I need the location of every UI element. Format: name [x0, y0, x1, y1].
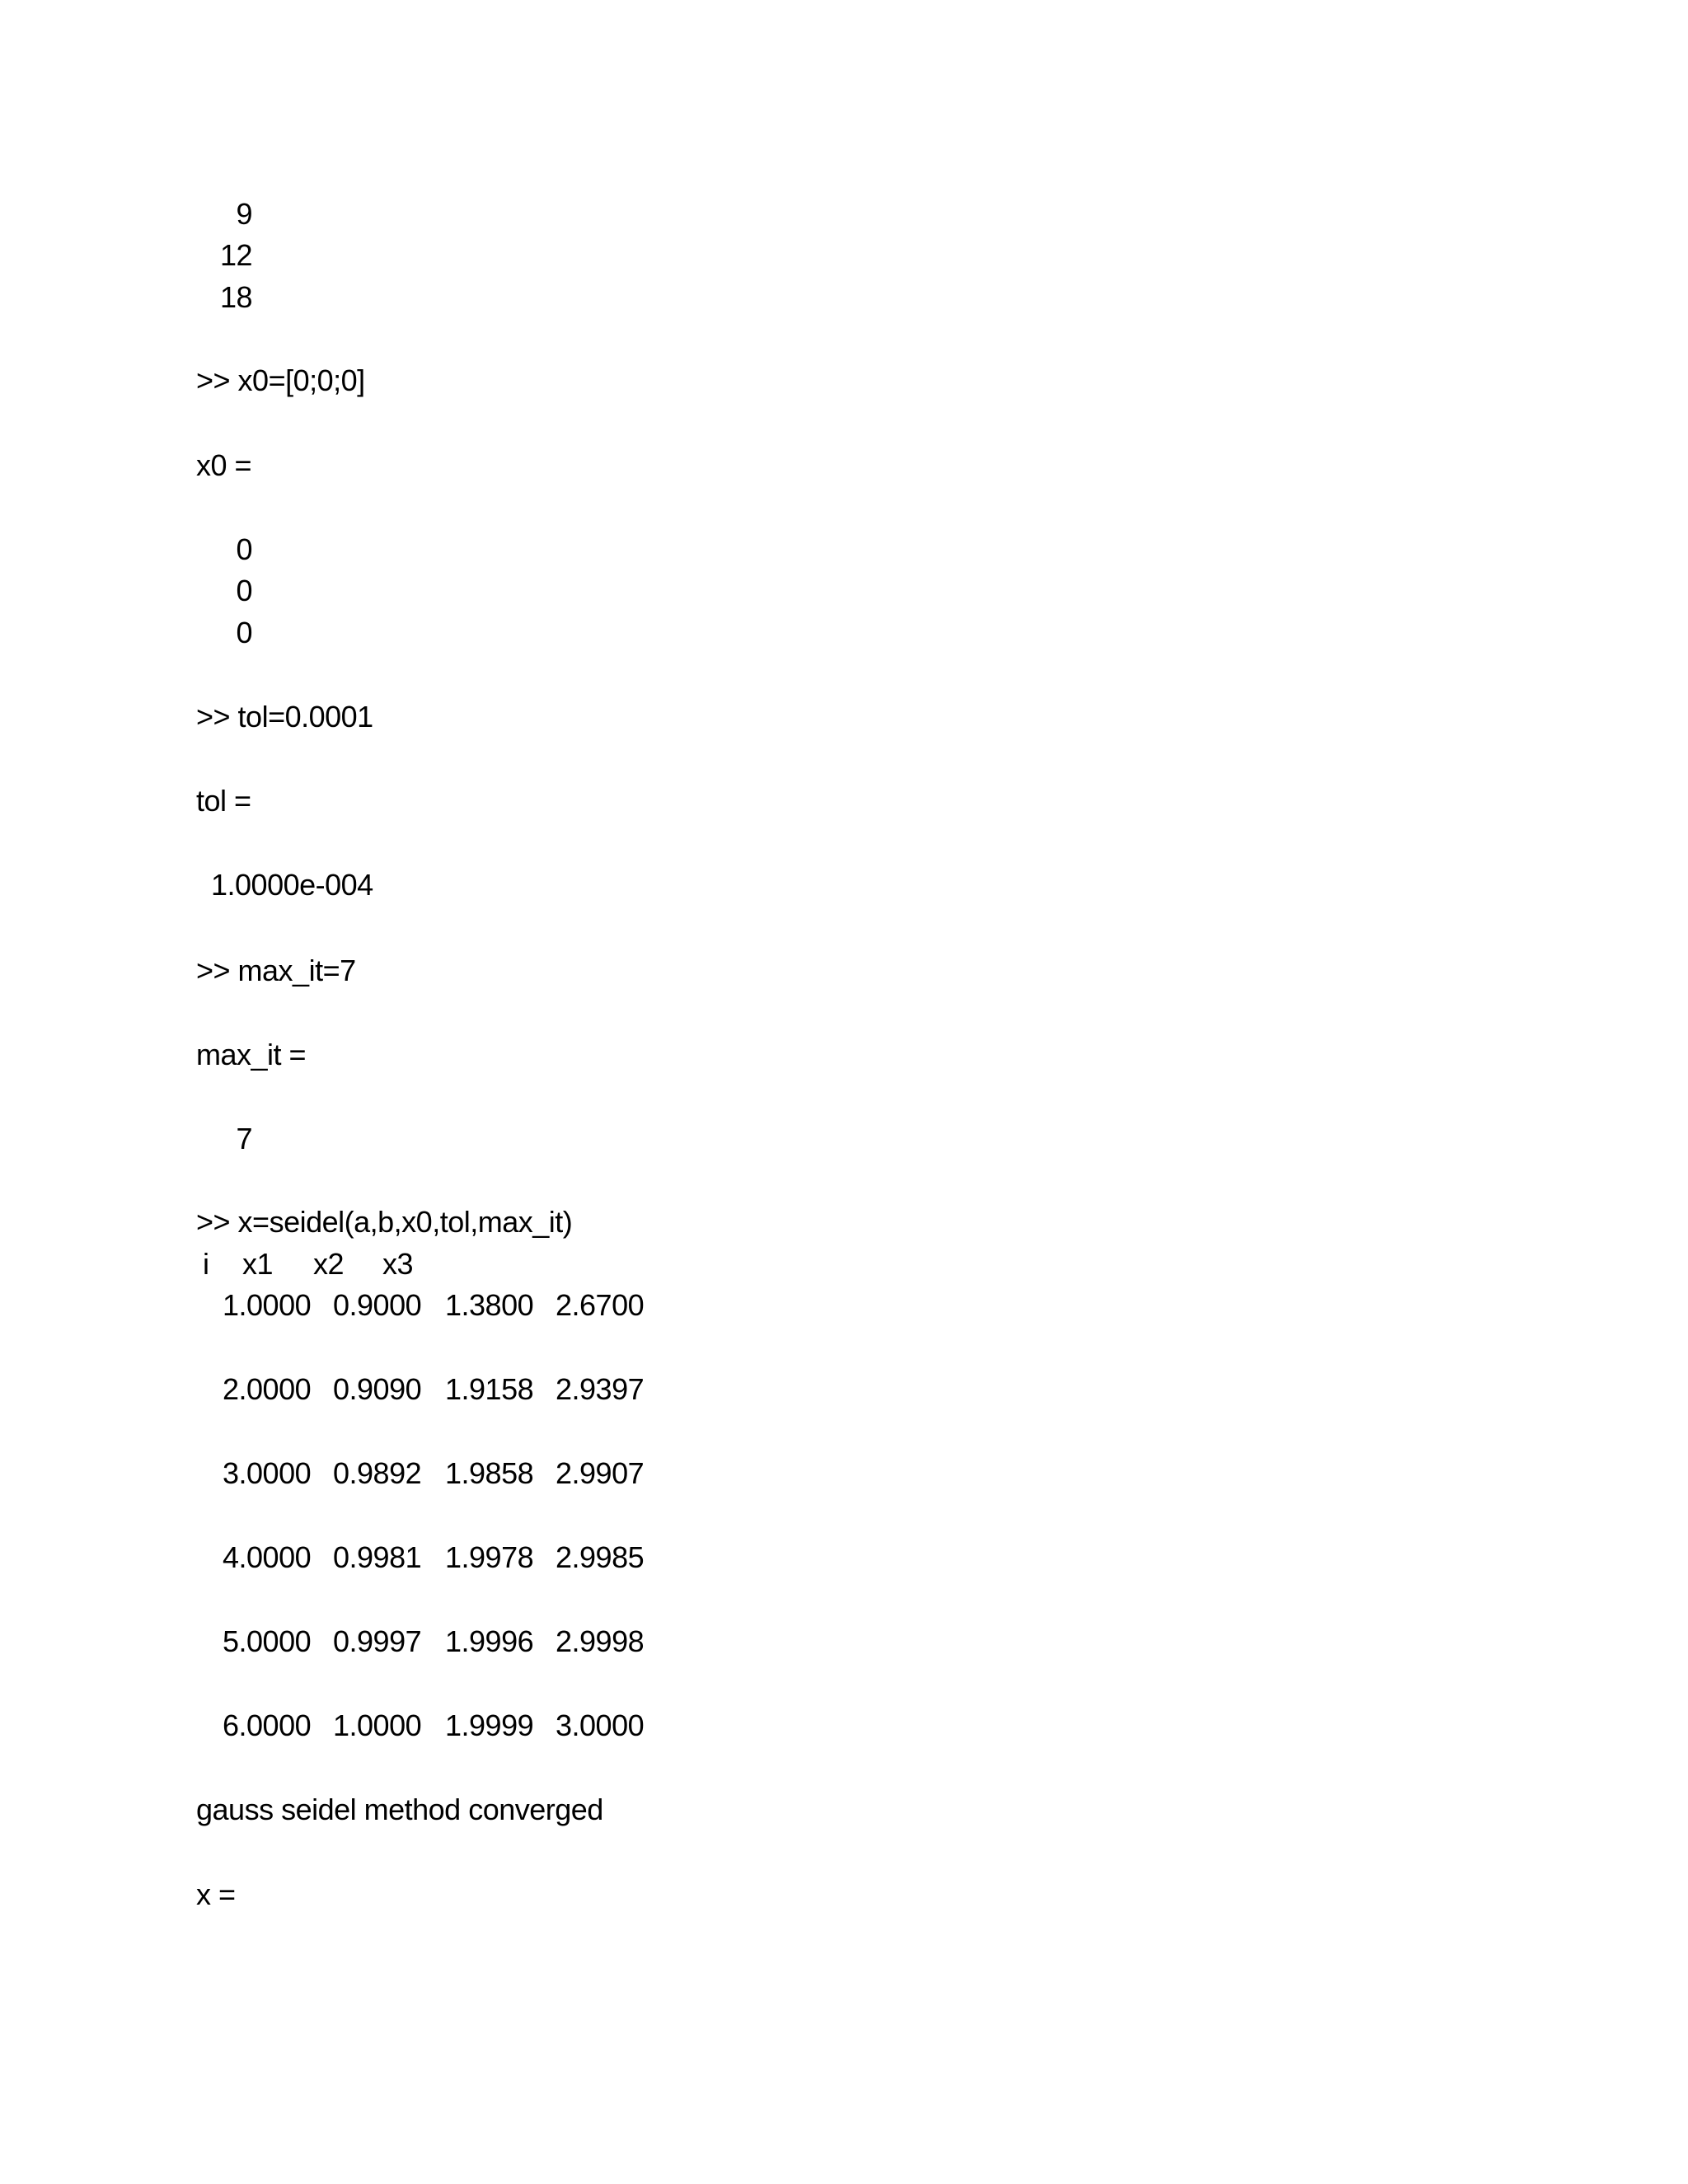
table-cell: 1.0000: [333, 1708, 422, 1742]
x0-value: 0: [236, 532, 252, 566]
command-max-it: >> max_it=7: [196, 954, 356, 987]
table-cell: 0.9981: [333, 1540, 422, 1574]
command-x0: >> x0=[0;0;0]: [196, 363, 365, 397]
table-cell: 0.9000: [333, 1288, 422, 1322]
table-cell: 2.9998: [556, 1624, 645, 1658]
command-seidel: >> x=seidel(a,b,x0,tol,max_it): [196, 1205, 573, 1239]
table-cell: 1.9996: [445, 1624, 534, 1658]
x0-label: x0 =: [196, 448, 252, 482]
table-cell: 0.9997: [333, 1624, 422, 1658]
table-header-i: i: [203, 1247, 209, 1281]
table-cell: 3.0000: [223, 1456, 312, 1490]
table-cell: 0.9892: [333, 1456, 422, 1490]
x0-value: 0: [236, 574, 252, 607]
b-value: 18: [219, 280, 252, 314]
command-tol: >> tol=0.0001: [196, 700, 373, 733]
table-cell: 1.9978: [445, 1540, 534, 1574]
b-value: 9: [236, 197, 252, 231]
table-header-x1: x1: [242, 1247, 274, 1281]
x0-value: 0: [236, 616, 252, 649]
table-cell: 1.9999: [445, 1708, 534, 1742]
table-cell: 1.3800: [445, 1288, 534, 1322]
table-cell: 6.0000: [223, 1708, 312, 1742]
converged-message: gauss seidel method converged: [196, 1793, 603, 1826]
max-it-value: 7: [236, 1122, 252, 1155]
b-value: 12: [219, 238, 252, 272]
table-cell: 1.9858: [445, 1456, 534, 1490]
max-it-label: max_it =: [196, 1038, 307, 1071]
table-cell: 1.0000: [223, 1288, 312, 1322]
tol-label: tol =: [196, 784, 251, 818]
table-header-x3: x3: [382, 1247, 414, 1281]
tol-value: 1.0000e-004: [211, 868, 373, 902]
table-cell: 2.9397: [556, 1372, 645, 1406]
table-cell: 0.9090: [333, 1372, 422, 1406]
table-cell: 4.0000: [223, 1540, 312, 1574]
table-cell: 2.6700: [556, 1288, 645, 1322]
table-cell: 2.9907: [556, 1456, 645, 1490]
table-cell: 5.0000: [223, 1624, 312, 1658]
table-cell: 3.0000: [556, 1708, 645, 1742]
table-header-x2: x2: [313, 1247, 345, 1281]
table-cell: 2.0000: [223, 1372, 312, 1406]
table-cell: 2.9985: [556, 1540, 645, 1574]
x-label: x =: [196, 1877, 236, 1911]
table-cell: 1.9158: [445, 1372, 534, 1406]
